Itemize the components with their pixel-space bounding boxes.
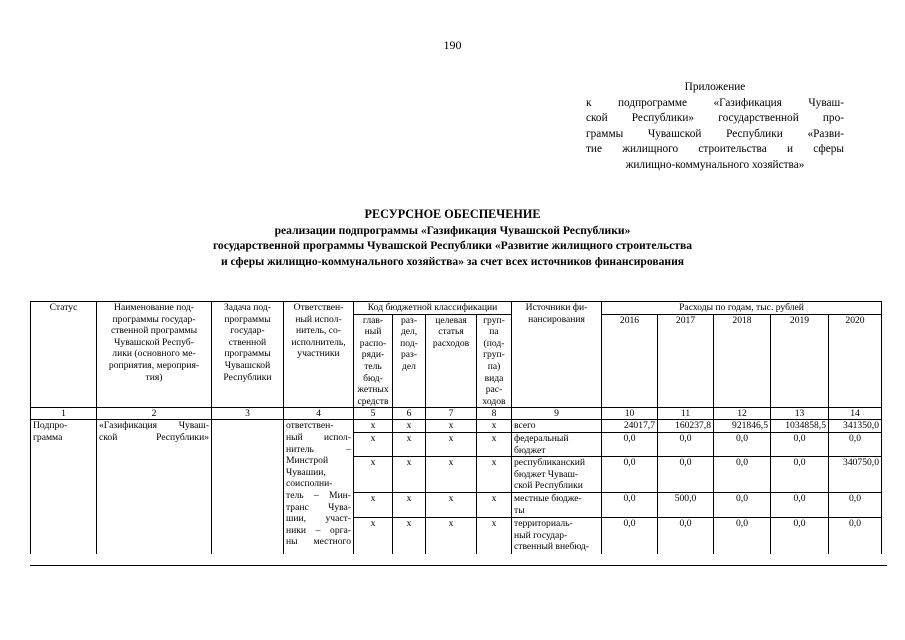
column-number: 12 [714, 408, 771, 420]
executor-line: ответствен- [286, 420, 334, 432]
value-cell: 0,0 [829, 518, 882, 554]
code-cell: x [393, 518, 426, 554]
value-cell: 160237,8 [658, 420, 714, 433]
executor-line: соисполни- [286, 478, 333, 490]
header-executor: Ответствен- ный испол- нитель, со- исполнитель, участники [284, 302, 354, 408]
executor-line: тель – Мин- [286, 489, 351, 501]
value-cell: 0,0 [602, 457, 658, 493]
code-cell: x [354, 432, 393, 456]
column-number: 11 [658, 408, 714, 420]
appendix-line: жилищно-коммунального хозяйства» [625, 158, 805, 171]
code-cell: x [393, 493, 426, 518]
header-year: 2020 [829, 314, 882, 408]
column-number: 5 [354, 408, 393, 420]
row-task [212, 420, 284, 554]
appendix-title: Приложение [684, 81, 746, 93]
header-year: 2017 [658, 314, 714, 408]
source-cell: местные бюдже- ты [512, 493, 602, 518]
value-cell: 0,0 [771, 493, 829, 518]
value-cell: 340750,0 [829, 457, 882, 493]
code-cell: x [477, 432, 512, 456]
executor-line: ный испол- [286, 431, 351, 443]
column-number: 8 [477, 408, 512, 420]
value-cell: 0,0 [714, 432, 771, 456]
code-cell: x [426, 518, 477, 554]
value-cell: 0,0 [829, 493, 882, 518]
header-year: 2016 [602, 314, 658, 408]
value-cell: 0,0 [771, 432, 829, 456]
executor-line: транс Чува- [286, 501, 351, 513]
value-cell: 0,0 [602, 518, 658, 554]
header-expenses: Расходы по годам, тыс. рублей [602, 302, 882, 315]
executor-line: ны местного [286, 536, 351, 548]
header-budget-code: Код бюджетной классификации [354, 302, 512, 315]
column-number: 4 [284, 408, 354, 420]
value-cell: 500,0 [658, 493, 714, 518]
executor-line: Минстрой [286, 455, 329, 467]
appendix-line: ской Республики» государственной про- [586, 112, 844, 125]
code-cell: x [426, 432, 477, 456]
appendix-block [586, 80, 844, 174]
value-cell: 24017,7 [602, 420, 658, 433]
heading-line: государственной программы Чувашской Республики «Развитие жилищного строительства [212, 239, 693, 253]
resource-table [30, 301, 882, 554]
code-cell: x [393, 432, 426, 456]
source-cell: всего [512, 420, 602, 433]
value-cell: 0,0 [658, 518, 714, 554]
header-sources: Источники фи- нансирования [512, 302, 602, 408]
code-cell: x [354, 518, 393, 554]
executor-line: ники – орга- [286, 524, 351, 536]
row-name: «Газификация Чуваш- ской Республики» [97, 420, 212, 554]
code-cell: x [477, 457, 512, 493]
value-cell: 0,0 [771, 457, 829, 493]
document-heading [0, 207, 905, 269]
code-cell: x [477, 420, 512, 433]
column-number: 6 [393, 408, 426, 420]
source-cell: территориаль- ный государ- ственный внебюд- [512, 518, 602, 554]
code-cell: x [477, 518, 512, 554]
source-cell: республиканский бюджет Чуваш- ской Республики [512, 457, 602, 493]
value-cell: 0,0 [714, 493, 771, 518]
table-bottom-rule [30, 565, 887, 566]
value-cell: 921846,5 [714, 420, 771, 433]
appendix-line: граммы Чувашской Республики «Разви- [586, 127, 844, 140]
code-cell: x [354, 420, 393, 433]
column-number: 2 [97, 408, 212, 420]
value-cell: 0,0 [771, 518, 829, 554]
header-code-article: целевая статья расходов [426, 314, 477, 408]
appendix-line: тие жилищного строительства и сферы [586, 143, 844, 156]
executor-line: Чувашии, [286, 466, 326, 478]
column-number: 10 [602, 408, 658, 420]
heading-title: РЕСУРСНОЕ ОБЕСПЕЧЕНИЕ [364, 207, 541, 221]
value-cell: 341350,0 [829, 420, 882, 433]
executor-line: шии, участ- [286, 513, 351, 525]
value-cell: 0,0 [602, 493, 658, 518]
heading-line: реализации подпрограммы «Газификация Чувашской Республики» [274, 223, 631, 237]
code-cell: x [354, 457, 393, 493]
value-cell: 0,0 [714, 457, 771, 493]
value-cell: 1034858,5 [771, 420, 829, 433]
heading-line: и сферы жилищно-коммунального хозяйства» за счет всех источников финансирования [220, 254, 685, 268]
header-code-group: груп- па (под- груп- па) вида рас- ходов [477, 314, 512, 408]
column-number: 13 [771, 408, 829, 420]
header-year: 2019 [771, 314, 829, 408]
column-number: 14 [829, 408, 882, 420]
page-number: 190 [443, 38, 462, 52]
column-number: 7 [426, 408, 477, 420]
value-cell: 0,0 [714, 518, 771, 554]
header-code-main: глав- ный распо- ряди- тель бюд- жетных средств [354, 314, 393, 408]
code-cell: x [354, 493, 393, 518]
header-name: Наименование под- программы государ- ственной программы Чувашской Респуб- лики (основного ме- роприятия, мероприя- тия) [97, 302, 212, 408]
header-code-section: раз- дел, под- раз- дел [393, 314, 426, 408]
code-cell: x [477, 493, 512, 518]
value-cell: 0,0 [602, 432, 658, 456]
code-cell: x [426, 420, 477, 433]
code-cell: x [393, 420, 426, 433]
header-year: 2018 [714, 314, 771, 408]
code-cell: x [393, 457, 426, 493]
value-cell: 0,0 [658, 432, 714, 456]
appendix-line: к подпрограмме «Газификация Чуваш- [586, 96, 844, 109]
row-executor [284, 420, 354, 554]
value-cell: 0,0 [829, 432, 882, 456]
header-status: Статус [31, 302, 97, 408]
value-cell: 0,0 [658, 457, 714, 493]
column-number: 3 [212, 408, 284, 420]
source-cell: федеральный бюджет [512, 432, 602, 456]
code-cell: x [426, 493, 477, 518]
column-number: 9 [512, 408, 602, 420]
header-task: Задача под- программы государ- ственной программы Чувашской Республики [212, 302, 284, 408]
column-number: 1 [31, 408, 97, 420]
executor-line: нитель – [286, 443, 351, 455]
code-cell: x [426, 457, 477, 493]
row-status: Подпро- грамма [31, 420, 97, 554]
table-row [31, 420, 882, 433]
